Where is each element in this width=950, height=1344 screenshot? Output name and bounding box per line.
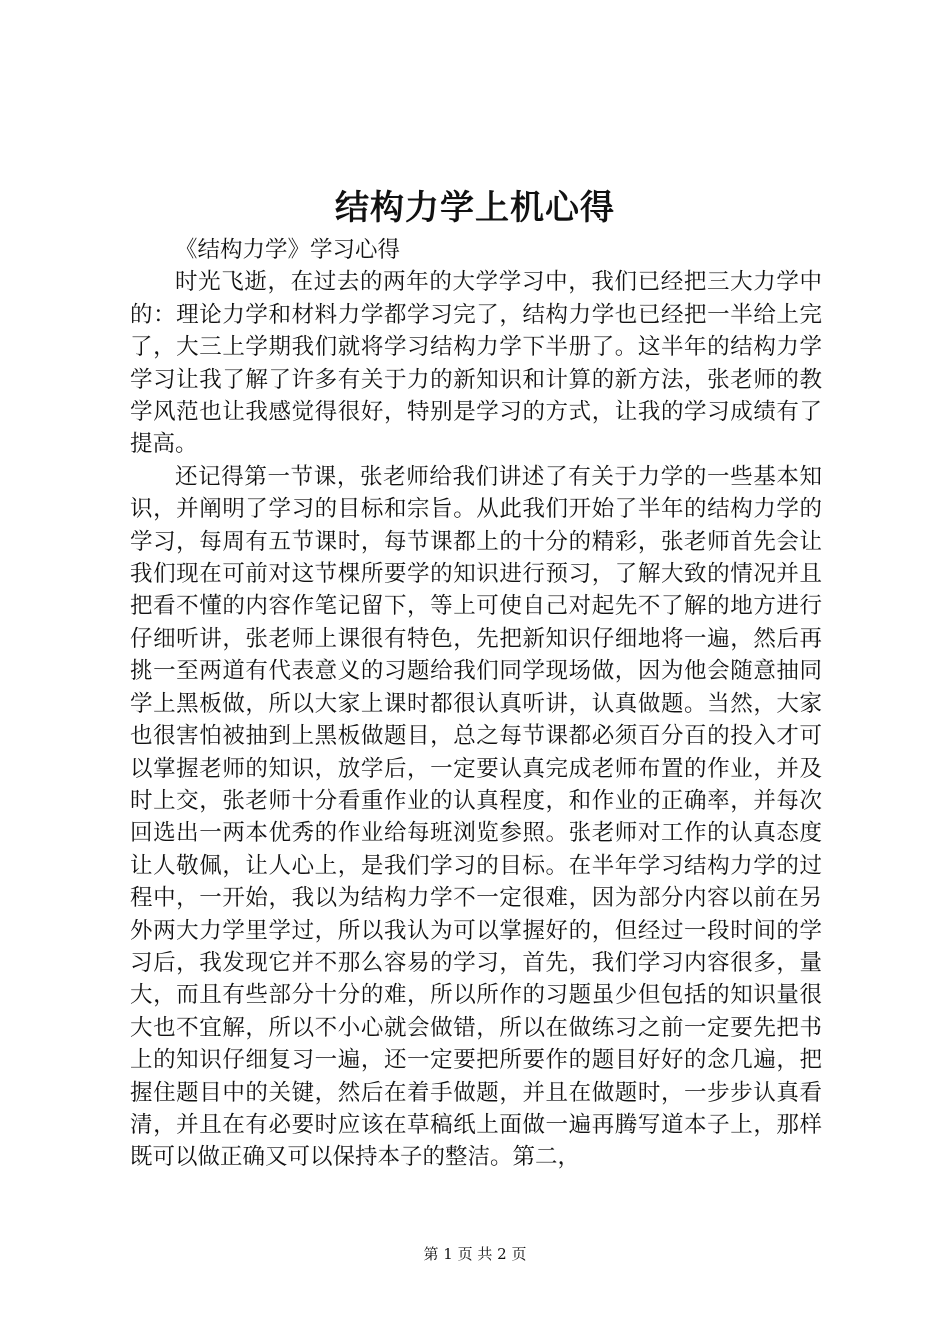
page-title: 结构力学上机心得 (335, 188, 615, 228)
paragraph-1: 时光飞逝，在过去的两年的大学学习中，我们已经把三大力学中的：理论力学和材料力学都学习完了，结构力学也已经把一半给上完了，大三上学期我们就将学习结构力学下半册了。这半年的结构力学学习让我了解了许多有关于力的新知识和计算的新方法，张老师的教学风范也让我感觉得很好，特别是学习的方式，让我的学习成绩有了提高。 (130, 269, 822, 458)
document-body (130, 234, 822, 1174)
paragraph-2: 还记得第一节课，张老师给我们讲述了有关于力学的一些基本知识，并阐明了学习的目标和宗旨。从此我们开始了半年的结构力学的学习，每周有五节课时，每节课都上的十分的精彩，张老师首先会让我们现在可前对这节棵所要学的知识进行预习，了解大致的情况并且把看不懂的内容作笔记留下，等上可使自己对起先不了解的地方进行仔细听讲，张老师上课很有特色，先把新知识仔细地将一遍，然后再挑一至两道有代表意义的习题给我们同学现场做，因为他会随意抽同学上黑板做，所以大家上课时都很认真听讲，认真做题。当然，大家也很害怕被抽到上黑板做题目，总之每节课都必须百分百的投入才可以掌握老师的知识，放学后，一定要认真完成老师布置的作业，并及时上交，张老师十分看重作业的认真程度，和作业的正确率，并每次回选出一两本优秀的作业给每班浏览参照。张老师对工作的认真态度让人敬佩，让人心上，是我们学习的目标。在半年学习结构力学的过程中，一开始，我以为结构力学不一定很难，因为部分内容以前在另外两大力学里学过，所以我认为可以掌握好的，但经过一段时间的学习后，我发现它并不那么容易的学习，首先，我们学习内容很多，量大，而且有些部分十分的难，所以所作的习题虽少但包括的知识量很大也不宜解，所以不小心就会做错，所以在做练习之前一定要先把书上的知识仔细复习一遍，还一定要把所要作的题目好好的念几遍，把握住题目中的关键，然后在着手做题，并且在做题时，一步步认真看清，并且在有必要时应该在草稿纸上面做一遍再腾写道本子上，那样既可以做正确又可以保持本子的整洁。第二， (130, 463, 822, 1171)
page-footer: 第 1 页 共 2 页 (423, 1245, 527, 1263)
document-subtitle: 《结构力学》学习心得 (175, 237, 401, 263)
